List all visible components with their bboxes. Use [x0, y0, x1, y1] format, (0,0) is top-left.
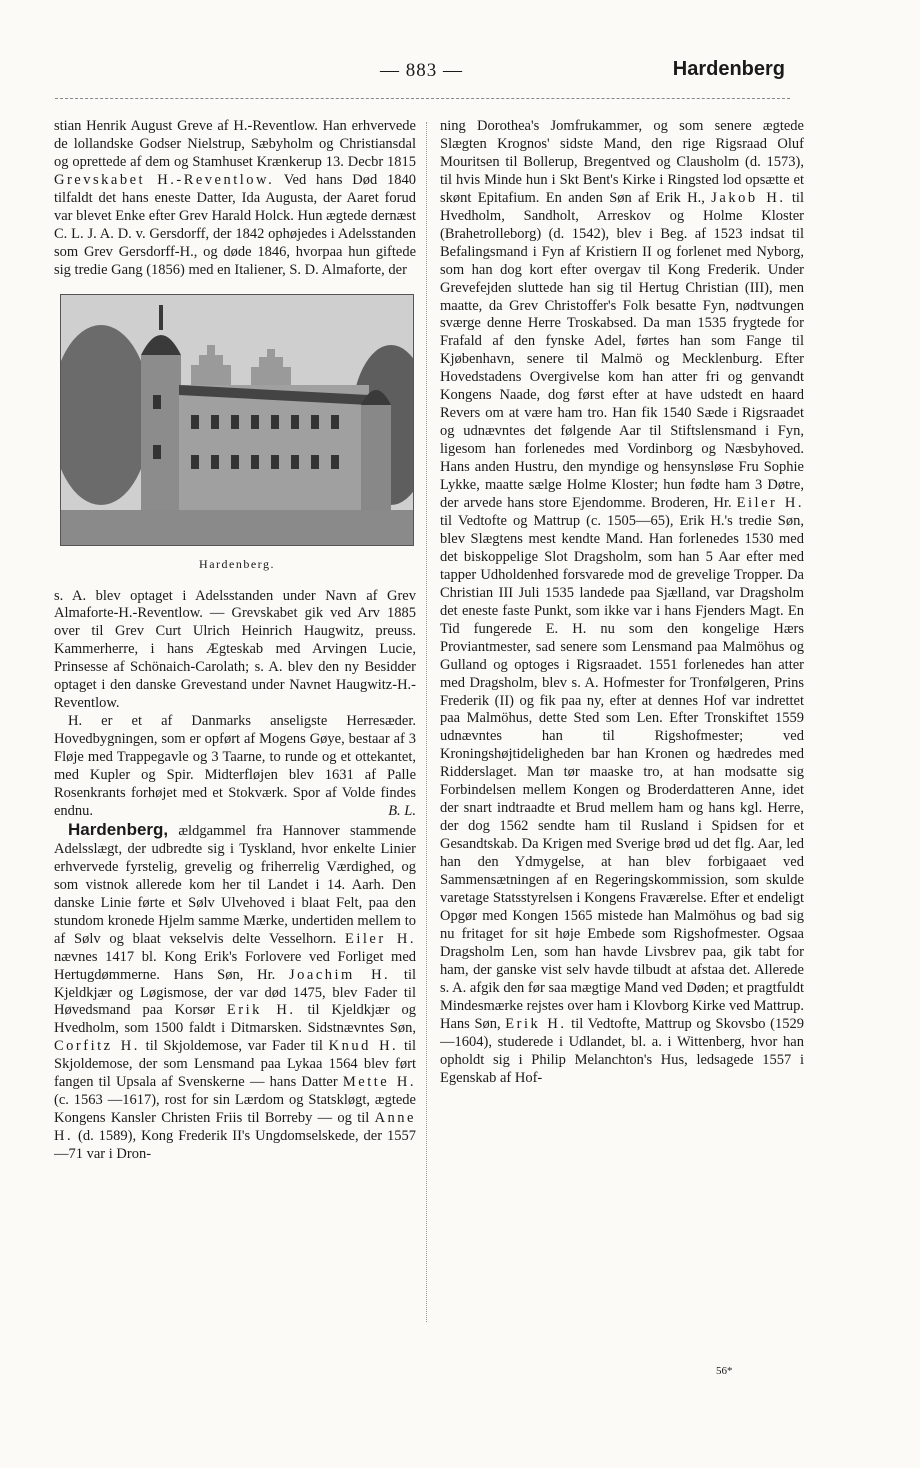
paragraph: Hardenberg, ældgammel fra Hannover stammende Adelsslægt, der udbredte sig i Tyskland, hvor enkelte Linier erhvervede fyrstelig, grevelig og friherrelig Værdighed, og som vistnok allerede kom her til Landet i 14. Aarh. Den danske Linie førte et Sølv Ulvehoved i blaat Felt, paa den stundom kronede Hjelm samme Mærke, undertiden mellem to af Sølv og blaat vekselvis delte Vesselhorn. Eiler H. nævnes 1417 bl. Kong Erik's Forlovere ved Forliget med Hertugdømmerne. Hans Søn, Hr. Joachim H. til Kjeldkjær og Løgismose, der var død 1475, blev Fader til Høvedsmand paa Korsør Erik H. til Kjeldkjær og Hvedholm, som 1500 faldt i Ditmarsken. Sidstnævntes Søn, Corfitz H. til Skjoldemose, var Fader til Knud H. til Skjoldemose, der som Lensmand paa Lykaa 1564 blev ført fangen til Upsala af Svenskerne — hans Datter Mette H. (c. 1563 —1617), rost for sin Lærdom og Statskløgt, ægtede Kongens Kansler Christen Friis til Borreby — og til Anne H. (d. 1589), Kong Frederik II's Ungdomselskede, der 1557—71 var i Dron- — [54, 819, 416, 1163]
paragraph: stian Henrik August Greve af H.-Reventlow. Han erhvervede de lollandske Godser Nielstrup, Sæbyholm og Christiansdal og oprettede af dem og Stamhuset Krænkerup 13. Decbr 1815 Grevskabet H.-Reventlow. Ved hans Død 1840 tilfaldt det hans eneste Datter, Ida Augusta, der Aaret forud var blevet Enke efter Grev Harald Holck. Hun ægtede dernæst C. L. J. A. D. v. Gersdorff, der 1842 ophøjedes i Adelsstanden som Grev Gersdorff-H., og døde 1846, hvorpaa hun giftede sig tredie Gang (1856) med en Italiener, S. D. Almaforte, der — [54, 118, 416, 278]
right-column — [440, 118, 804, 1408]
header-rule — [55, 98, 790, 99]
castle-photo — [60, 294, 414, 546]
page-header — [55, 58, 785, 92]
figure — [58, 294, 416, 574]
page-number: — 883 — — [380, 60, 463, 81]
column-divider — [426, 122, 427, 1322]
paragraph: H. er et af Danmarks anseligste Herresæder. Hovedbygningen, som er opført af Mogens Gøye, bestaar af 3 Fløje med Trappegavle og 3 Taarne, to runde og et ottekantet, med Kupler og Spir. Midterfløjen blev 1631 af Palle Rosenkrants forhøjet med et Stokværk. Spor af Volde findes endnu. B. L. — [54, 713, 416, 819]
author-signature: B. L. — [388, 802, 416, 819]
paragraph: ning Dorothea's Jomfrukammer, og som senere ægtede Slægten Krognos' sidste Mand, den rige Rigsraad Oluf Mouritsen til Bollerup, Bregentved og Clausholm (d. 1573), til hvis Minde hun i Skt Bent's Kirke i Ringsted lod opsætte et skønt Epitafium. En anden Søn af Erik H., Jakob H. til Hvedholm, Sandholt, Arreskov og Holme Kloster (Brahetrolleborg) (d. 1542), blev i Beg. af 1523 indsat til Befalingsmand i Fyn af Kristiern II og forlenet med Nyborg, som han dog kort efter overgav til Kong Frederik. Under Grevefejden sluttede han sig til Hertug Christian (III), men maatte, da Grev Christoffer's Folk besatte Fyn, nødtvungen sværge denne Herre Troskabsed. Da man 1535 frygtede for Frafald af den fynske Adel, førtes han som Fange til Kjøbenhavn, senere til Malmö og Mecklenburg. Efter Hovedstadens Overgivelse kom han atter fri og genvandt Kongens Naade, dog først efter at have udstedt en haard Revers om at være ham tro. Han fik 1540 Sæde i Rigsraadet og udnævntes det følgende Aar til Stiftslensmand i Fyn, ligesom han forlenedes med Vordinborg og Næsbyhoved. Hans anden Hustru, den myndige og hensynsløse Fru Sophie Lykke, maatte sælge Holme Kloster; hun fødte ham 3 Døtre, der arvede hans store Ejendomme. Broderen, Hr. Eiler H. til Vedtofte og Mattrup (c. 1505—65), Erik H.'s tredie Søn, blev Slægtens mest kendte Mand. Han forlenedes 1530 med det biskoppelige Slot Dragsholm, som han 5 Aar efter med tapper Udholdenhed forsvarede mod de grevelige Tropper. Da Christian III Juli 1535 landede paa Sjælland, var Dragsholm det eneste faste Punkt, som ikke var i hans Fjenders Magt. En Tid fungerede E. H. nu som den kongelige Hærs Proviantmester, sad senere som Lensmand paa Malmöhus og Gulland og optoges i Rigsraadet. 1551 forlenedes han atter med Dragsholm, blev s. A. Hofmester for Tronfølgeren, Prins Frederik (II) og fik paa ny, efter at dennes Hof var indrettet paa Malmöhus, dette Sted som Len. Efter Tronskiftet 1559 udnævntes han til Rigshofmester; ved Kroningshøjtideligheden bar han Kronen og hædredes med Ridderslaget. Man tør maaske tro, at han modsatte sig Forbindelsen mellem Kongen og Broderdatteren Anne, idet der snart indtraadte et Brud mellem ham og hans kgl. Herre, der dog 1562 sendte ham til Rusland i Spidsen for et Gesandtskab. Da Krigen med Sverige brød ud det flg. Aar, led han den Ydmygelse, at han blev forbigaaet ved Sammensætningen af en Regeringskommission, som skulde varetage Statsstyrelsen i Kongens Fraværelse. Efter et endeligt Opgør med Kongen 1565 mistede han Malmöhus og bad sig nu fritaget for sit høje Embede som Rigshofmester. Ogsaa Dragsholm Len, som han havde Livsbrev paa, gik tabt for ham, der ganske vist selv havde tilbudt at afstaa det. Allerede s. A. afgik den før saa mægtige Mand ved Døden; et pragtfuldt Mindesmærke rejstes over ham i Klovborg Kirke ved Mattrup. Hans Søn, Erik H. til Vedtofte, Mattrup og Skovsbo (1529—1604), studerede i Udlandet, bl. a. i Wittenberg, hvor han opholdt sig i Philip Melanchton's Hus, ledsagede 1557 i Egenskab af Hof- — [440, 118, 804, 1086]
paragraph: s. A. blev optaget i Adelsstanden under Navn af Grev Almaforte-H.-Reventlow. — Grevskabet gik ved Arv 1885 over til Grev Curt Ulrich Heinrich Haugwitz, preuss. Kammerherre, i hans Ægteskab med Arvingen Lucie, Prinsesse af Schönaich-Carolath; s. A. blev den ny Besidder optaget i den danske Grevestand under Navnet Haugwitz-H.-Reventlow. — [54, 587, 416, 712]
castle-illustration — [61, 295, 413, 545]
entry-headword: Hardenberg, — [68, 819, 169, 839]
left-column — [54, 118, 416, 1408]
signature-mark: 56* — [716, 1365, 733, 1377]
figure-caption: Hardenberg. — [199, 556, 275, 571]
running-head: Hardenberg — [672, 58, 785, 80]
